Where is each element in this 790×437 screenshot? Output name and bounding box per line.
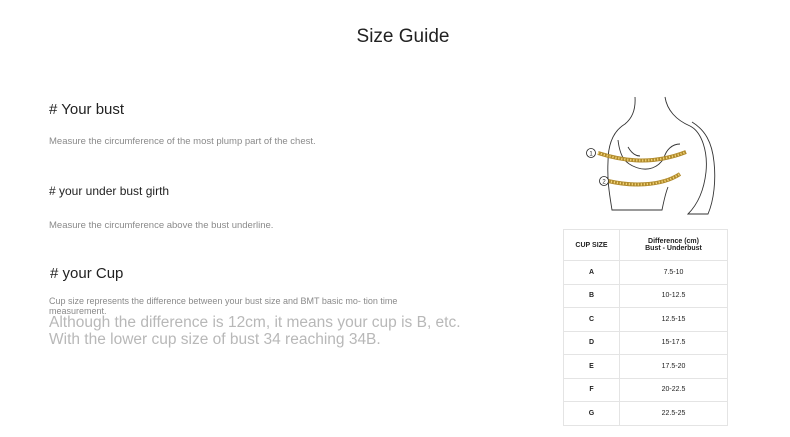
table-row — [564, 308, 728, 332]
header-difference — [620, 230, 728, 261]
page-title: Size Guide — [356, 26, 450, 47]
difference-cell: 17.5-20 — [620, 355, 728, 379]
cup-note: Although the difference is 12cm, it means your cup is B, etc. With the lower cup size of bust 34 reaching 34B. — [49, 314, 461, 348]
table-row — [564, 331, 728, 355]
cup-cell: C — [564, 308, 620, 332]
difference-cell: 22.5-25 — [620, 402, 728, 426]
difference-cell: 15-17.5 — [620, 331, 728, 355]
under-bust-heading: # your under bust girth — [49, 184, 170, 198]
header-difference-line2: Bust - Underbust — [645, 245, 702, 252]
cup-size-table — [563, 229, 728, 426]
bust-description: Measure the circumference of the most plump part of the chest. — [49, 136, 316, 147]
cup-heading: # your Cup — [50, 265, 124, 282]
cup-cell: B — [564, 284, 620, 308]
cup-cell: F — [564, 378, 620, 402]
bust-heading: # Your bust — [49, 101, 125, 118]
header-cup-size: CUP SIZE — [564, 230, 620, 261]
difference-cell: 20-22.5 — [620, 378, 728, 402]
difference-cell: 12.5-15 — [620, 308, 728, 332]
bust-measurement-illustration — [580, 92, 740, 222]
cup-cell: E — [564, 355, 620, 379]
table-row — [564, 261, 728, 285]
cup-cell: D — [564, 331, 620, 355]
difference-cell: 10-12.5 — [620, 284, 728, 308]
table-row — [564, 284, 728, 308]
under-bust-description: Measure the circumference above the bust underline. — [49, 220, 274, 231]
cup-cell: A — [564, 261, 620, 285]
table-header-row — [564, 230, 728, 261]
header-difference-line1: Difference (cm) — [648, 238, 699, 245]
table-row — [564, 355, 728, 379]
marker-2-label: 2 — [602, 179, 606, 186]
difference-cell: 7.5-10 — [620, 261, 728, 285]
cup-cell: G — [564, 402, 620, 426]
table-row — [564, 402, 728, 426]
cup-description: Cup size represents the difference between your bust size and BMT basic mo- tion time measurement. — [49, 296, 398, 316]
marker-1-label: 1 — [589, 151, 593, 158]
table-row — [564, 378, 728, 402]
